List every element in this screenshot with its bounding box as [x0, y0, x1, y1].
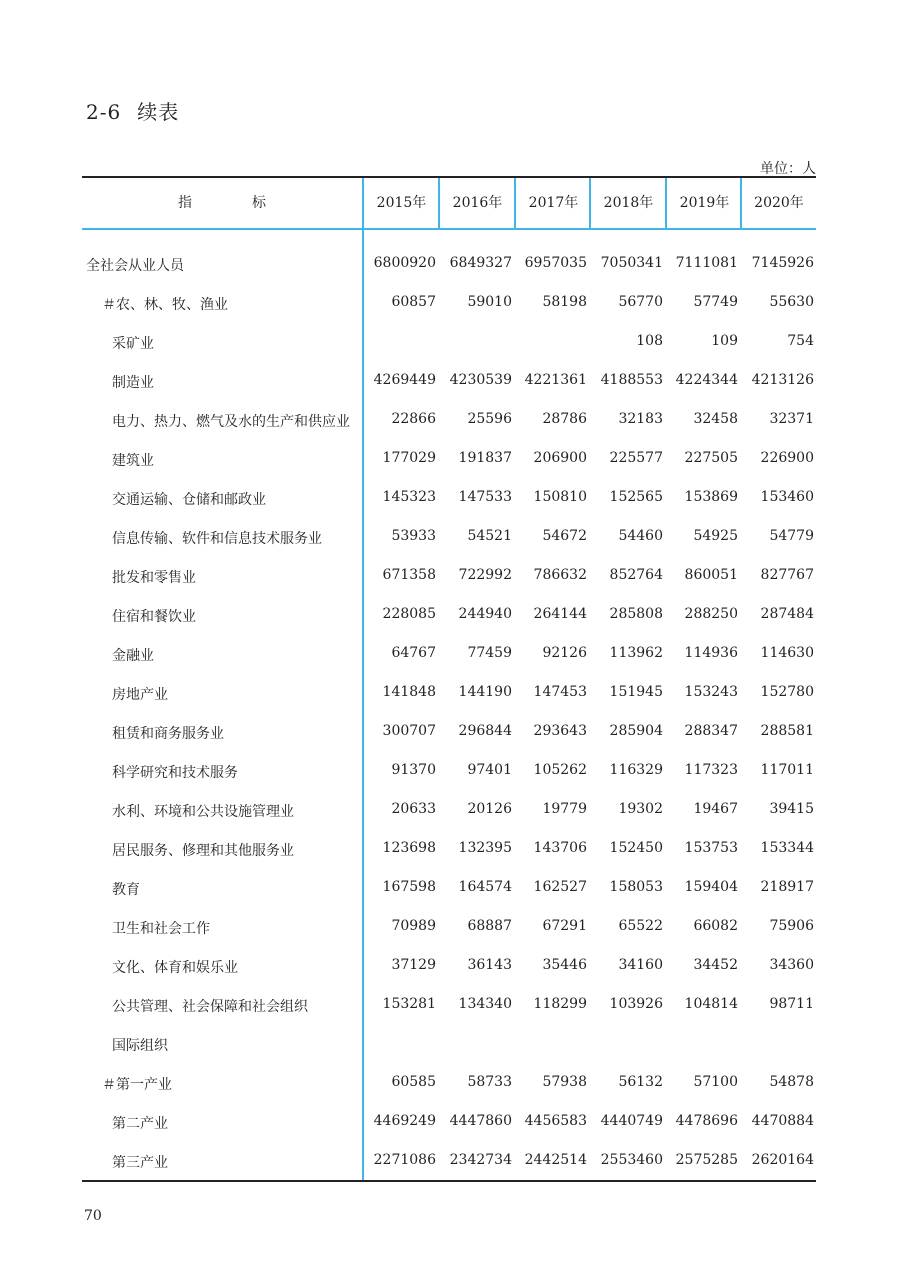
unit-label: 单位：人	[760, 161, 816, 177]
cell-value: 56770	[618, 294, 663, 310]
cell-value: 300707	[382, 723, 436, 739]
cell-value: 288250	[684, 606, 738, 622]
cell-value: 153243	[684, 684, 738, 700]
row-label: 居民服务、修理和其他服务业	[112, 843, 294, 859]
table-body	[82, 230, 816, 1182]
column-divider	[665, 178, 667, 228]
table-header	[82, 176, 816, 230]
cell-value: 19467	[693, 801, 738, 817]
cell-value: 191837	[458, 450, 512, 466]
row-label: 房地产业	[112, 687, 168, 703]
cell-value: 92126	[542, 645, 587, 661]
cell-value: 54925	[693, 528, 738, 544]
cell-value: 77459	[467, 645, 512, 661]
table-row	[82, 440, 816, 479]
cell-value: 105262	[533, 762, 587, 778]
cell-value: 2575285	[675, 1152, 738, 1168]
cell-value: 288581	[760, 723, 814, 739]
cell-value: 151945	[609, 684, 663, 700]
row-label: ＃第一产业	[102, 1077, 172, 1093]
page-number: 70	[84, 1208, 102, 1224]
cell-value: 293643	[533, 723, 587, 739]
table-row	[82, 323, 816, 362]
table-title	[86, 96, 179, 125]
cell-value: 177029	[382, 450, 436, 466]
table-row	[82, 869, 816, 908]
row-label: 公共管理、社会保障和社会组织	[112, 999, 308, 1015]
table-row	[82, 518, 816, 557]
cell-value: 67291	[542, 918, 587, 934]
cell-value: 57938	[542, 1074, 587, 1090]
row-label: 批发和零售业	[112, 570, 196, 586]
cell-value: 150810	[533, 489, 587, 505]
cell-value: 147453	[533, 684, 587, 700]
data-table	[82, 176, 816, 1182]
table-row	[82, 1025, 816, 1064]
cell-value: 2271086	[373, 1152, 436, 1168]
table-row	[82, 635, 816, 674]
cell-value: 108	[636, 333, 663, 349]
cell-value: 153869	[684, 489, 738, 505]
cell-value: 118299	[533, 996, 587, 1012]
cell-value: 152780	[760, 684, 814, 700]
column-divider	[589, 178, 591, 228]
row-label: 科学研究和技术服务	[112, 765, 238, 781]
cell-value: 827767	[760, 567, 814, 583]
cell-value: 153753	[684, 840, 738, 856]
cell-value: 152450	[609, 840, 663, 856]
cell-value: 6957035	[524, 255, 587, 271]
cell-value: 114936	[684, 645, 738, 661]
cell-value: 7145926	[751, 255, 814, 271]
cell-value: 39415	[769, 801, 814, 817]
cell-value: 58733	[467, 1074, 512, 1090]
cell-value: 4470884	[751, 1113, 814, 1129]
year-header: 2016年	[452, 195, 503, 211]
cell-value: 4456583	[524, 1113, 587, 1129]
cell-value: 70989	[391, 918, 436, 934]
row-label: 金融业	[112, 648, 154, 664]
cell-value: 6800920	[373, 255, 436, 271]
cell-value: 153281	[382, 996, 436, 1012]
table-row	[82, 245, 816, 284]
cell-value: 226900	[760, 450, 814, 466]
cell-value: 58198	[542, 294, 587, 310]
cell-value: 25596	[467, 411, 512, 427]
table-row	[82, 362, 816, 401]
cell-value: 4440749	[600, 1113, 663, 1129]
year-header: 2018年	[603, 195, 654, 211]
row-label: 建筑业	[112, 453, 154, 469]
row-label: 卫生和社会工作	[112, 921, 210, 937]
table-row	[82, 791, 816, 830]
cell-value: 28786	[542, 411, 587, 427]
year-header: 2019年	[679, 195, 730, 211]
cell-value: 116329	[609, 762, 663, 778]
cell-value: 4213126	[751, 372, 814, 388]
cell-value: 91370	[391, 762, 436, 778]
cell-value: 54521	[467, 528, 512, 544]
cell-value: 54878	[769, 1074, 814, 1090]
cell-value: 2442514	[524, 1152, 587, 1168]
cell-value: 64767	[391, 645, 436, 661]
cell-value: 57100	[693, 1074, 738, 1090]
cell-value: 134340	[458, 996, 512, 1012]
cell-value: 54460	[618, 528, 663, 544]
table-row	[82, 713, 816, 752]
cell-value: 2342734	[449, 1152, 512, 1168]
row-label: 交通运输、仓储和邮政业	[112, 492, 266, 508]
cell-value: 2553460	[600, 1152, 663, 1168]
cell-value: 860051	[684, 567, 738, 583]
table-row	[82, 830, 816, 869]
cell-value: 117011	[760, 762, 814, 778]
cell-value: 54779	[769, 528, 814, 544]
cell-value: 22866	[391, 411, 436, 427]
cell-value: 7111081	[675, 255, 738, 271]
cell-value: 147533	[458, 489, 512, 505]
row-label: 教育	[112, 882, 140, 898]
cell-value: 144190	[458, 684, 512, 700]
cell-value: 32371	[769, 411, 814, 427]
cell-value: 206900	[533, 450, 587, 466]
cell-value: 227505	[684, 450, 738, 466]
cell-value: 244940	[458, 606, 512, 622]
table-row	[82, 674, 816, 713]
table-row	[82, 401, 816, 440]
cell-value: 113962	[609, 645, 663, 661]
cell-value: 4269449	[373, 372, 436, 388]
cell-value: 109	[711, 333, 738, 349]
cell-value: 4221361	[524, 372, 587, 388]
cell-value: 143706	[533, 840, 587, 856]
row-label: 全社会从业人员	[86, 258, 184, 274]
column-divider	[514, 178, 516, 228]
row-label: ＃农、林、牧、渔业	[102, 297, 228, 313]
cell-value: 786632	[533, 567, 587, 583]
cell-value: 4478696	[675, 1113, 738, 1129]
cell-value: 153344	[760, 840, 814, 856]
cell-value: 34360	[769, 957, 814, 973]
cell-value: 145323	[382, 489, 436, 505]
cell-value: 20633	[391, 801, 436, 817]
cell-value: 103926	[609, 996, 663, 1012]
table-row	[82, 947, 816, 986]
cell-value: 162527	[533, 879, 587, 895]
cell-value: 285904	[609, 723, 663, 739]
row-label: 水利、环境和公共设施管理业	[112, 804, 294, 820]
cell-value: 6849327	[449, 255, 512, 271]
cell-value: 671358	[382, 567, 436, 583]
table-row	[82, 479, 816, 518]
row-label: 第三产业	[112, 1155, 168, 1171]
table-row	[82, 1142, 816, 1181]
row-label: 租赁和商务服务业	[112, 726, 224, 742]
row-label: 住宿和餐饮业	[112, 609, 196, 625]
cell-value: 59010	[467, 294, 512, 310]
cell-value: 228085	[382, 606, 436, 622]
cell-value: 75906	[769, 918, 814, 934]
cell-value: 19779	[542, 801, 587, 817]
row-label: 信息传输、软件和信息技术服务业	[112, 531, 322, 547]
cell-value: 152565	[609, 489, 663, 505]
cell-value: 153460	[760, 489, 814, 505]
cell-value: 218917	[760, 879, 814, 895]
cell-value: 35446	[542, 957, 587, 973]
cell-value: 123698	[382, 840, 436, 856]
cell-value: 56132	[618, 1074, 663, 1090]
cell-value: 132395	[458, 840, 512, 856]
table-row	[82, 596, 816, 635]
cell-value: 36143	[467, 957, 512, 973]
cell-value: 54672	[542, 528, 587, 544]
cell-value: 68887	[467, 918, 512, 934]
cell-value: 20126	[467, 801, 512, 817]
cell-value: 167598	[382, 879, 436, 895]
cell-value: 264144	[533, 606, 587, 622]
table-row	[82, 1103, 816, 1142]
cell-value: 164574	[458, 879, 512, 895]
cell-value: 288347	[684, 723, 738, 739]
cell-value: 34160	[618, 957, 663, 973]
cell-value: 34452	[693, 957, 738, 973]
cell-value: 104814	[684, 996, 738, 1012]
year-header: 2020年	[754, 195, 804, 211]
cell-value: 65522	[618, 918, 663, 934]
cell-value: 158053	[609, 879, 663, 895]
cell-value: 117323	[684, 762, 738, 778]
cell-value: 722992	[458, 567, 512, 583]
cell-value: 159404	[684, 879, 738, 895]
table-caption: 续表	[137, 100, 180, 124]
cell-value: 225577	[609, 450, 663, 466]
cell-value: 114630	[760, 645, 814, 661]
cell-value: 37129	[391, 957, 436, 973]
cell-value: 296844	[458, 723, 512, 739]
table-number: 2-6	[86, 100, 122, 124]
row-label: 电力、热力、燃气及水的生产和供应业	[112, 414, 350, 430]
table-row	[82, 1064, 816, 1103]
cell-value: 97401	[467, 762, 512, 778]
cell-value: 60585	[391, 1074, 436, 1090]
table-row	[82, 284, 816, 323]
row-label: 国际组织	[112, 1038, 168, 1054]
year-header: 2015年	[376, 195, 427, 211]
row-label: 采矿业	[112, 336, 154, 352]
cell-value: 287484	[760, 606, 814, 622]
cell-value: 55630	[769, 294, 814, 310]
table-row	[82, 908, 816, 947]
cell-value: 19302	[618, 801, 663, 817]
table-row	[82, 986, 816, 1025]
cell-value: 32458	[693, 411, 738, 427]
cell-value: 7050341	[600, 255, 663, 271]
cell-value: 141848	[382, 684, 436, 700]
table-row	[82, 557, 816, 596]
cell-value: 60857	[391, 294, 436, 310]
cell-value: 852764	[609, 567, 663, 583]
cell-value: 2620164	[751, 1152, 814, 1168]
cell-value: 98711	[769, 996, 814, 1012]
cell-value: 57749	[693, 294, 738, 310]
year-header: 2017年	[528, 195, 579, 211]
cell-value: 4230539	[449, 372, 512, 388]
cell-value: 4447860	[449, 1113, 512, 1129]
cell-value: 66082	[693, 918, 738, 934]
cell-value: 285808	[609, 606, 663, 622]
row-label: 文化、体育和娱乐业	[112, 960, 238, 976]
cell-value: 4188553	[600, 372, 663, 388]
row-label: 制造业	[112, 375, 154, 391]
cell-value: 4224344	[675, 372, 738, 388]
column-divider	[438, 178, 440, 228]
cell-value: 32183	[618, 411, 663, 427]
column-divider	[362, 178, 364, 228]
table-row	[82, 752, 816, 791]
cell-value: 53933	[391, 528, 436, 544]
column-divider	[740, 178, 742, 228]
cell-value: 754	[787, 333, 814, 349]
row-label: 第二产业	[112, 1116, 168, 1132]
cell-value: 4469249	[373, 1113, 436, 1129]
indicator-header: 指 标	[178, 195, 266, 211]
